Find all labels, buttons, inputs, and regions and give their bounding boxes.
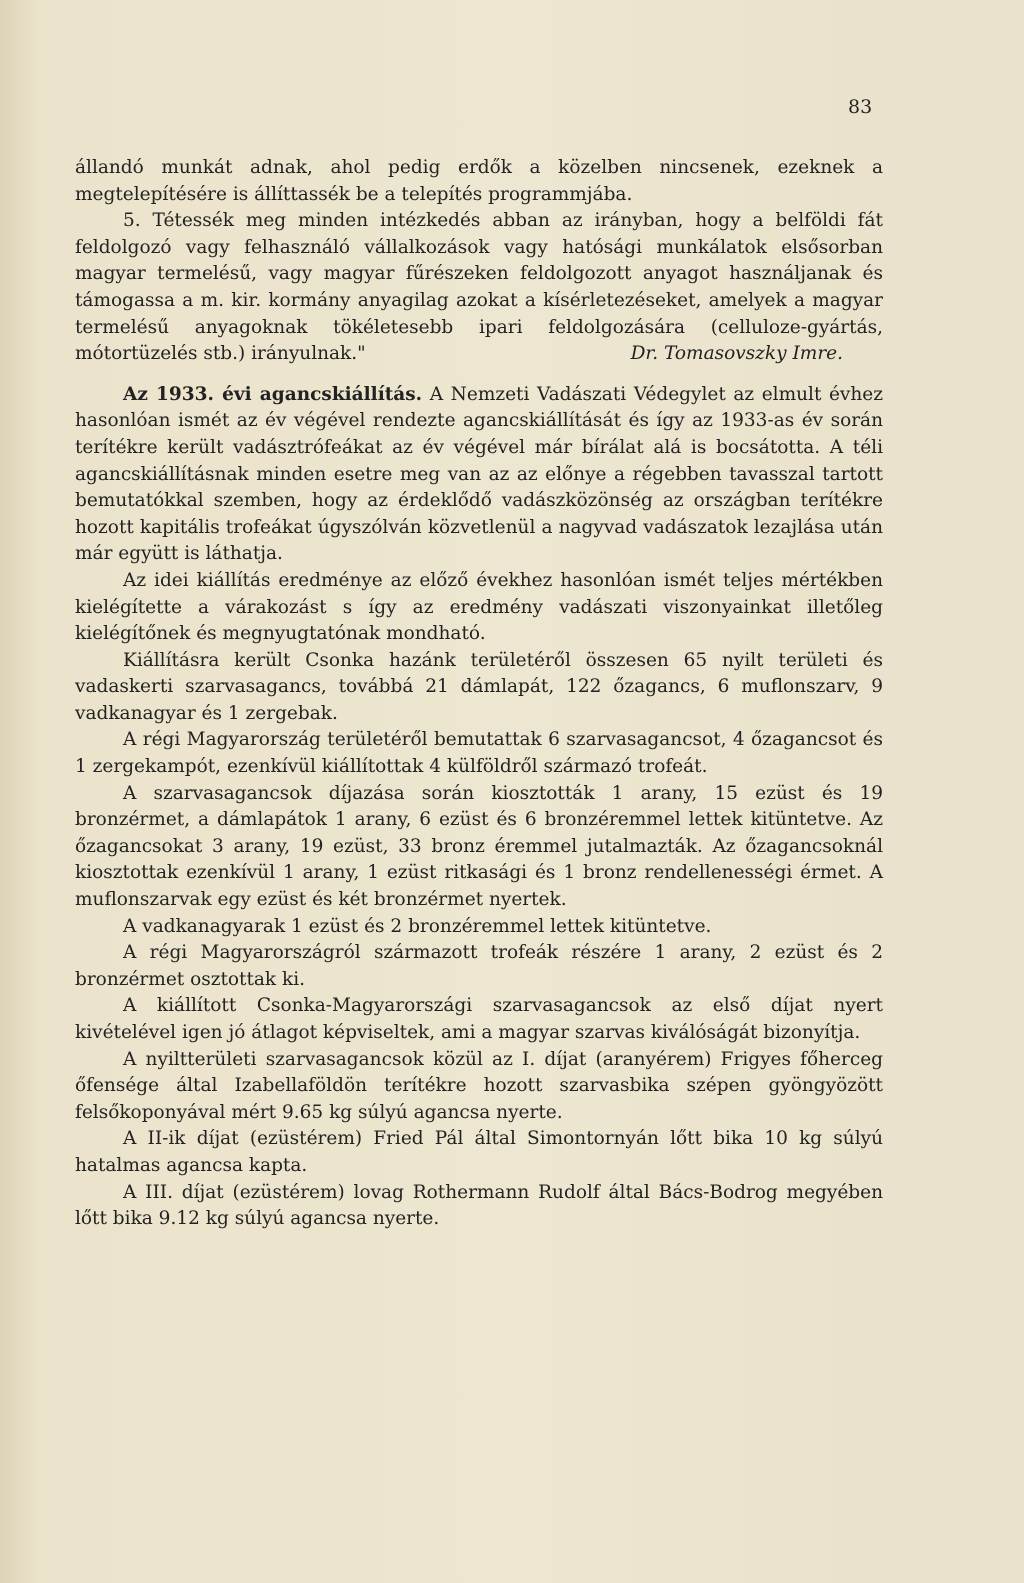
paragraph: A régi Magyarországról származott trofeák részére 1 arany, 2 ezüst és 2 bronzérmet osztottak ki.: [75, 942, 883, 990]
paragraph: A szarvasagancsok díjazása során kiosztották 1 arany, 15 ezüst és 19 bronzérmet, a dámlapátok 1 arany, 6 ezüst és 6 bronzéremmel lettek kitüntetve. Az őzagancsokat 3 arany, 19 ezüst, 33 bronz éremmel jutalmazták. Az őzagancsoknál kiosztottak ezenkívül 1 arany, 1 ezüst ritkasági és 1 bronz rendellenességi érmet. A muflonszarvak egy ezüst és két bronzérmet nyertek.: [75, 782, 883, 911]
paragraph: 5. Tétessék meg minden intézkedés abban az irányban, hogy a belföldi fát feldolgozó vagy felhasználó vállalkozások vagy hatósági munkálatok elsősorban magyar termelésű, vagy magyar fűrészeken feldolgozott anyagot használjanak és támogassa a m. kir. kormány anyagilag azokat a kísérletezéseket, amelyek a magyar termelésű anyagoknak tökéletesebb ipari feldolgozására (celluloze-gyártás, mótortüzelés stb.) irányulnak.": [75, 210, 883, 365]
paragraph: állandó munkát adnak, ahol pedig erdők a közelben nincsenek, ezeknek a megtelepítésére is állíttassék be a telepítés programmjába.: [75, 157, 883, 205]
paragraph: Kiállításra került Csonka hazánk területéről összesen 65 nyilt területi és vadaskerti szarvasagancs, továbbá 21 dámlapát, 122 őzagancs, 6 muflonszarv, 9 vadkanagyar és 1 zergebak.: [75, 649, 883, 724]
paragraph: A nyiltterületi szarvasagancsok közül az I. díjat (aranyérem) Frigyes főherceg őfensége által Izabellaföldön terítékre hozott szarvasbika szépen gyöngyözött felsőkoponyával mért 9.65 kg súlyú agancsa nyerte.: [75, 1048, 883, 1123]
paragraph: Az idei kiállítás eredménye az előző évekhez hasonlóan ismét teljes mértékben kielégítette a várakozást s így az eredmény vadászati viszonyainkat illetőleg kielégítőnek és megnyugtatónak mondható.: [75, 569, 883, 645]
signature: Dr. Tomasovszky Imre.: [630, 343, 843, 365]
paragraph: A III. díjat (ezüstérem) lovag Rothermann Rudolf által Bács-Bodrog megyében lőtt bika 9.12 kg súlyú agancsa nyerte.: [75, 1181, 883, 1230]
page-number: 83: [848, 96, 873, 118]
paragraph: A kiállított Csonka-Magyarországi szarvasagancsok az első díjat nyert kivételével igen jó átlagot képviseltek, ami a magyar szarvas kiválóságát bizonyítja.: [75, 995, 883, 1043]
section-first-text: A Nemzeti Vadászati Védegylet az elmult évhez hasonlóan ismét az év végével rendezte agancskiállítását és így az 1933-as év során terítékre került vadásztrófeákat az év végével már bírálat alá is bocsátotta. A téli agancskiállításnak minden esetre meg van az az előnye a régebben tavasszal tartott bemutatókkal szemben, hogy az érdeklődő vadászközönség az országban terítékre hozott kapitális trofeákat úgyszólván közvetlenül a nagyvad vadászatok lezajlása után már együtt is láthatja.: [75, 383, 883, 565]
page-content: [75, 155, 883, 1233]
paragraph: A régi Magyarország területéről bemutattak 6 szarvasagancsot, 4 őzagancsot és 1 zergekampót, ezenkívül kiállítottak 4 külföldről származó trofeát.: [75, 729, 883, 778]
paragraph: A vadkanagyarak 1 ezüst és 2 bronzéremmel lettek kitüntetve.: [123, 915, 712, 937]
paragraph: A II-ik díjat (ezüstérem) Fried Pál által Simontornyán lőtt bika 10 kg súlyú hatalmas agancsa kapta.: [75, 1128, 883, 1176]
section-paragraph: [75, 382, 883, 568]
section-heading: Az 1933. évi agancskiállítás.: [123, 383, 423, 405]
